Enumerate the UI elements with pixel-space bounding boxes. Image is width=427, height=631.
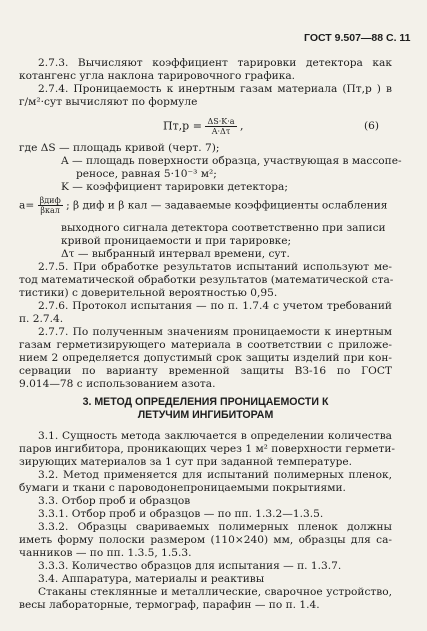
text-line: выходного сигнала детектора соответственно при записи (61, 222, 386, 234)
text-line: 2.7.7. По полученным значениям проницаемости к инертным (38, 326, 392, 338)
text-line: тистики) с доверительной вероятностью 0,95. (19, 287, 278, 299)
text-line: где ΔS — площадь кривой (черт. 7); (19, 142, 220, 154)
alpha-fraction (38, 196, 63, 215)
formula-6 (163, 117, 363, 136)
text-line: нием 2 определяется допустимый срок защиты изделий при кон- (19, 352, 392, 364)
text-line: 3.3.3. Количество образцов для испытания — п. 1.3.7. (38, 560, 342, 572)
text-line: паров ингибитора, проникающих через 1 м² поверхности гермети- (19, 443, 395, 455)
text-line: зирующих материалов за 1 сут при заданной температуре. (19, 456, 353, 468)
text-line: 2.7.5. При обработке результатов испытаний используют ме- (38, 261, 392, 273)
text-line: весы лабораторные, термограф, парафин — по п. 1.4. (19, 599, 320, 611)
page-header: ГОСТ 9.507—88 С. 11 (304, 32, 411, 44)
alpha-numerator: βдиф (39, 196, 61, 205)
text-line: 3.2. Метод применяется для испытаний полимерных пленок, (38, 469, 392, 481)
formula-lhs: Пт,р = (163, 119, 202, 133)
alpha-rest: ; β диф и β кал — задаваемые коэффициенты ослабления (66, 199, 388, 212)
alpha-denominator: βкал (40, 206, 60, 215)
text-line: Стаканы стеклянные и металлические, сварочное устройство, (38, 586, 392, 598)
subheading: 3.3. Отбор проб и образцов (38, 495, 191, 507)
text-line: газам герметизирующего материала в соответствии с приложе- (19, 339, 392, 351)
text-line: 3.1. Сущность метода заключается в определении количества (38, 430, 392, 442)
text-line: сервации по варианту временной защиты ВЗ-16 по ГОСТ (19, 365, 392, 377)
text-line: 3.3.2. Образцы свариваемых полимерных пленок должны (38, 521, 392, 533)
text-line: A — площадь поверхности образца, участвующая в массопе- (61, 155, 402, 167)
text-line: кривой проницаемости и при тарировке; (61, 235, 292, 247)
alpha-definition (19, 196, 392, 215)
text-line: тод математической обработки результатов (математической ста- (19, 274, 394, 286)
formula-tail: , (240, 119, 244, 133)
text-line: 2.7.6. Протокол испытания — по п. 1.7.4 с учетом требований (38, 300, 392, 312)
text-line: реносе, равная 5·10⁻³ м²; (76, 168, 217, 180)
formula-numerator: ΔS·K·a (207, 117, 235, 126)
text-line: 2.7.3. Вычисляют коэффициент тарировки детектора как (38, 57, 392, 69)
formula-fraction (205, 117, 236, 136)
text-line: 9.014—78 с использованием азота. (19, 378, 216, 390)
text-line: чанников — по пп. 1.3.5, 1.5.3. (19, 547, 192, 559)
text-line: 2.7.4. Проницаемость к инертным газам материала (Пт,р ) в (38, 83, 392, 95)
alpha-symbol: a= (19, 199, 35, 212)
text-line: г/м²·сут вычисляют по формуле (19, 96, 198, 108)
formula-number: (6) (364, 120, 380, 132)
text-line: Δτ — выбранный интервал времени, сут. (61, 248, 290, 260)
formula-denominator: A·Δτ (211, 127, 231, 136)
text-line: п. 2.7.4. (19, 313, 64, 325)
text-line: бумаги и ткани с пароводонепроницаемыми покрытиями. (19, 482, 346, 494)
section-heading: ЛЕТУЧИМ ИНГИБИТОРАМ (137, 409, 274, 421)
text-line: K — коэффициент тарировки детектора; (61, 181, 288, 193)
text-line: котангенс угла наклона тарировочного графика. (19, 70, 296, 82)
subheading: 3.4. Аппаратура, материалы и реактивы (38, 573, 265, 585)
text-line: иметь форму полоски размером (110×240) мм, образцы для са- (19, 534, 392, 546)
section-heading: 3. МЕТОД ОПРЕДЕЛЕНИЯ ПРОНИЦАЕМОСТИ К (82, 396, 329, 408)
text-line: 3.3.1. Отбор проб и образцов — по пп. 1.3.2—1.3.5. (38, 508, 324, 520)
